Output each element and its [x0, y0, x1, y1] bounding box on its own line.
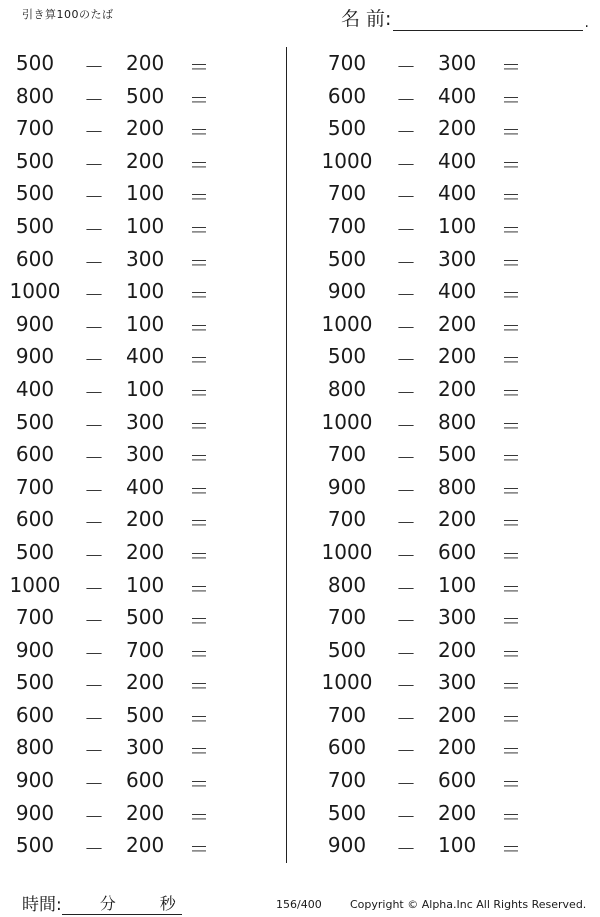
minuend: 700 — [327, 442, 367, 467]
problem-row — [0, 177, 280, 210]
minus-sign: － — [84, 543, 104, 568]
subtrahend: 200 — [126, 116, 165, 141]
problem-row — [0, 829, 280, 862]
subtrahend: 200 — [126, 539, 165, 564]
minuend: 600 — [15, 702, 55, 727]
minuend: 500 — [327, 800, 367, 825]
problem-row — [312, 145, 592, 178]
equals-sign: ＝ — [501, 511, 521, 536]
minuend: 500 — [15, 51, 55, 75]
equals-sign: ＝ — [501, 185, 521, 210]
equals-sign: ＝ — [189, 478, 209, 503]
equals-sign: ＝ — [501, 55, 521, 79]
equals-sign: ＝ — [189, 283, 209, 308]
minuend: 600 — [15, 442, 55, 467]
subtrahend: 400 — [126, 474, 165, 499]
minus-sign: － — [396, 478, 416, 503]
minutes-unit: 分 — [94, 891, 122, 915]
minus-sign: － — [396, 543, 416, 568]
minus-sign: － — [84, 674, 104, 699]
equals-sign: ＝ — [501, 706, 521, 731]
subtrahend: 800 — [438, 474, 477, 499]
equals-sign: ＝ — [501, 478, 521, 503]
minus-sign: － — [396, 283, 416, 308]
minus-sign: － — [396, 413, 416, 438]
minuend: 900 — [327, 833, 367, 858]
minus-sign: － — [396, 55, 416, 79]
minuend: 800 — [327, 572, 367, 597]
subtrahend: 300 — [126, 409, 165, 434]
subtrahend: 200 — [126, 670, 165, 695]
problem-row — [0, 438, 280, 471]
minuend: 900 — [15, 311, 55, 336]
equals-sign: ＝ — [501, 217, 521, 242]
minus-sign: － — [84, 837, 104, 862]
minuend: 700 — [15, 474, 55, 499]
left-problem-column — [0, 47, 280, 862]
minus-sign: － — [396, 87, 416, 112]
problem-row — [312, 340, 592, 373]
minus-sign: － — [396, 772, 416, 797]
equals-sign: ＝ — [501, 348, 521, 373]
subtrahend: 500 — [126, 83, 165, 108]
minus-sign: － — [396, 250, 416, 275]
minus-sign: － — [396, 804, 416, 829]
minuend: 500 — [327, 344, 367, 369]
equals-sign: ＝ — [501, 446, 521, 471]
problem-row — [0, 731, 280, 764]
subtrahend: 400 — [438, 279, 477, 304]
equals-sign: ＝ — [189, 380, 209, 405]
problem-row — [312, 764, 592, 797]
minuend: 1000 — [321, 409, 373, 434]
minus-sign: － — [84, 446, 104, 471]
problem-row — [0, 764, 280, 797]
minuend: 700 — [327, 768, 367, 793]
equals-sign: ＝ — [501, 250, 521, 275]
problem-row — [312, 47, 592, 80]
subtrahend: 200 — [438, 800, 477, 825]
right-problem-column — [312, 47, 592, 862]
minus-sign: － — [84, 87, 104, 112]
minus-sign: － — [84, 772, 104, 797]
time-record — [22, 890, 182, 915]
minuend: 500 — [15, 539, 55, 564]
problem-row — [312, 471, 592, 504]
minuend: 1000 — [321, 148, 373, 173]
problem-row — [312, 406, 592, 439]
problem-row — [312, 601, 592, 634]
subtrahend: 300 — [438, 605, 477, 630]
problem-row — [0, 503, 280, 536]
minuend: 800 — [15, 735, 55, 760]
problem-row — [312, 536, 592, 569]
minuend: 400 — [15, 376, 55, 401]
equals-sign: ＝ — [189, 543, 209, 568]
column-divider — [286, 47, 287, 863]
minuend: 700 — [327, 605, 367, 630]
subtrahend: 100 — [126, 572, 165, 597]
subtrahend: 400 — [126, 344, 165, 369]
name-blank-line[interactable] — [393, 10, 583, 31]
problem-row — [0, 210, 280, 243]
minuend: 900 — [15, 800, 55, 825]
problem-row — [312, 177, 592, 210]
minus-sign: － — [396, 152, 416, 177]
minus-sign: － — [396, 348, 416, 373]
minuend: 600 — [327, 735, 367, 760]
subtrahend: 200 — [438, 311, 477, 336]
minus-sign: － — [84, 511, 104, 536]
minus-sign: － — [84, 576, 104, 601]
subtrahend: 100 — [126, 213, 165, 238]
minus-sign: － — [84, 120, 104, 145]
equals-sign: ＝ — [501, 413, 521, 438]
problem-row — [312, 634, 592, 667]
equals-sign: ＝ — [189, 706, 209, 731]
subtrahend: 300 — [126, 442, 165, 467]
equals-sign: ＝ — [189, 185, 209, 210]
equals-sign: ＝ — [189, 837, 209, 862]
minus-sign: － — [396, 120, 416, 145]
problem-row — [312, 797, 592, 830]
minus-sign: － — [396, 217, 416, 242]
subtrahend: 200 — [438, 637, 477, 662]
subtrahend: 100 — [126, 181, 165, 206]
minus-sign: － — [84, 55, 104, 79]
problem-row — [312, 80, 592, 113]
minus-sign: － — [84, 250, 104, 275]
subtrahend: 100 — [126, 279, 165, 304]
subtrahend: 500 — [126, 702, 165, 727]
minuend: 1000 — [321, 670, 373, 695]
subtrahend: 200 — [438, 507, 477, 532]
problem-row — [0, 666, 280, 699]
equals-sign: ＝ — [501, 120, 521, 145]
problem-row — [0, 340, 280, 373]
minuend: 700 — [15, 605, 55, 630]
equals-sign: ＝ — [189, 120, 209, 145]
equals-sign: ＝ — [189, 87, 209, 112]
equals-sign: ＝ — [189, 250, 209, 275]
problem-row — [0, 797, 280, 830]
problem-row — [0, 243, 280, 276]
problem-row — [0, 471, 280, 504]
subtrahend: 100 — [438, 833, 477, 858]
subtrahend: 200 — [126, 833, 165, 858]
subtrahend: 100 — [126, 311, 165, 336]
name-label: 名 前: — [341, 8, 392, 30]
minuend: 600 — [15, 246, 55, 271]
minus-sign: － — [84, 217, 104, 242]
problem-row — [0, 308, 280, 341]
problem-row — [0, 275, 280, 308]
equals-sign: ＝ — [189, 739, 209, 764]
equals-sign: ＝ — [189, 315, 209, 340]
equals-sign: ＝ — [501, 283, 521, 308]
minus-sign: － — [396, 674, 416, 699]
problem-row — [0, 601, 280, 634]
minus-sign: － — [84, 641, 104, 666]
minus-sign: － — [396, 706, 416, 731]
equals-sign: ＝ — [189, 674, 209, 699]
minuend: 900 — [327, 279, 367, 304]
equals-sign: ＝ — [189, 804, 209, 829]
minus-sign: － — [84, 609, 104, 634]
minus-sign: － — [84, 739, 104, 764]
equals-sign: ＝ — [501, 543, 521, 568]
minuend: 500 — [327, 637, 367, 662]
equals-sign: ＝ — [501, 772, 521, 797]
minus-sign: － — [84, 283, 104, 308]
subtrahend: 100 — [126, 376, 165, 401]
problem-row — [0, 634, 280, 667]
minus-sign: － — [84, 478, 104, 503]
subtrahend: 200 — [438, 376, 477, 401]
equals-sign: ＝ — [189, 511, 209, 536]
subtrahend: 500 — [438, 442, 477, 467]
minus-sign: － — [84, 315, 104, 340]
problem-row — [0, 536, 280, 569]
subtrahend: 600 — [126, 768, 165, 793]
problem-row — [312, 731, 592, 764]
problem-row — [312, 666, 592, 699]
minus-sign: － — [84, 348, 104, 373]
subtrahend: 100 — [438, 572, 477, 597]
problem-row — [312, 829, 592, 862]
equals-sign: ＝ — [189, 348, 209, 373]
worksheet-title: 引き算100のたば — [22, 8, 114, 21]
minuend: 800 — [15, 83, 55, 108]
minus-sign: － — [396, 315, 416, 340]
equals-sign: ＝ — [501, 609, 521, 634]
minuend: 700 — [327, 181, 367, 206]
problem-row — [312, 699, 592, 732]
minuend: 700 — [327, 507, 367, 532]
subtrahend: 400 — [438, 83, 477, 108]
subtrahend: 200 — [438, 735, 477, 760]
equals-sign: ＝ — [501, 674, 521, 699]
equals-sign: ＝ — [189, 641, 209, 666]
subtrahend: 300 — [438, 51, 477, 75]
problem-row — [0, 699, 280, 732]
minuend: 1000 — [321, 539, 373, 564]
equals-sign: ＝ — [501, 837, 521, 862]
subtrahend: 600 — [438, 768, 477, 793]
equals-sign: ＝ — [501, 641, 521, 666]
problem-row — [312, 308, 592, 341]
subtrahend: 300 — [126, 246, 165, 271]
minus-sign: － — [84, 185, 104, 210]
minus-sign: － — [84, 804, 104, 829]
minuend: 900 — [15, 637, 55, 662]
subtrahend: 200 — [126, 507, 165, 532]
minus-sign: － — [396, 380, 416, 405]
subtrahend: 200 — [126, 800, 165, 825]
minutes-blank[interactable] — [62, 894, 94, 915]
problem-row — [0, 569, 280, 602]
minus-sign: － — [84, 380, 104, 405]
minus-sign: － — [84, 152, 104, 177]
subtrahend: 200 — [126, 51, 165, 75]
subtrahend: 200 — [438, 116, 477, 141]
minuend: 1000 — [321, 311, 373, 336]
minus-sign: － — [396, 511, 416, 536]
seconds-unit: 秒 — [154, 891, 182, 915]
minuend: 900 — [15, 768, 55, 793]
minuend: 500 — [327, 246, 367, 271]
problem-row — [312, 373, 592, 406]
minuend: 700 — [327, 213, 367, 238]
subtrahend: 400 — [438, 148, 477, 173]
copyright: Copyright © Alpha.Inc All Rights Reserved. — [350, 898, 587, 911]
minuend: 500 — [15, 148, 55, 173]
equals-sign: ＝ — [189, 772, 209, 797]
minus-sign: － — [396, 185, 416, 210]
minuend: 700 — [327, 702, 367, 727]
subtrahend: 400 — [438, 181, 477, 206]
time-label: 時間: — [22, 895, 62, 915]
subtrahend: 500 — [126, 605, 165, 630]
problem-row — [312, 569, 592, 602]
minuend: 700 — [327, 51, 367, 75]
minuend: 900 — [15, 344, 55, 369]
equals-sign: ＝ — [189, 413, 209, 438]
subtrahend: 700 — [126, 637, 165, 662]
problem-row — [0, 80, 280, 113]
minuend: 500 — [15, 833, 55, 858]
minus-sign: － — [396, 837, 416, 862]
minuend: 500 — [15, 213, 55, 238]
minuend: 500 — [327, 116, 367, 141]
minuend: 500 — [15, 181, 55, 206]
minus-sign: － — [396, 609, 416, 634]
minuend: 700 — [15, 116, 55, 141]
minuend: 1000 — [9, 279, 61, 304]
name-dot: . — [584, 15, 589, 31]
equals-sign: ＝ — [501, 87, 521, 112]
problem-row — [0, 145, 280, 178]
minuend: 1000 — [9, 572, 61, 597]
problem-row — [312, 210, 592, 243]
equals-sign: ＝ — [501, 576, 521, 601]
equals-sign: ＝ — [501, 315, 521, 340]
equals-sign: ＝ — [189, 217, 209, 242]
problem-row — [0, 406, 280, 439]
name-field — [341, 4, 589, 31]
page-number: 156/400 — [276, 898, 322, 911]
minuend: 500 — [15, 409, 55, 434]
minus-sign: － — [396, 641, 416, 666]
equals-sign: ＝ — [501, 804, 521, 829]
minuend: 800 — [327, 376, 367, 401]
problem-row — [312, 112, 592, 145]
minus-sign: － — [84, 706, 104, 731]
minuend: 900 — [327, 474, 367, 499]
equals-sign: ＝ — [501, 739, 521, 764]
problem-row — [312, 438, 592, 471]
minus-sign: － — [396, 446, 416, 471]
subtrahend: 200 — [438, 702, 477, 727]
minuend: 500 — [15, 670, 55, 695]
equals-sign: ＝ — [189, 576, 209, 601]
equals-sign: ＝ — [189, 152, 209, 177]
subtrahend: 600 — [438, 539, 477, 564]
problem-row — [312, 275, 592, 308]
subtrahend: 300 — [126, 735, 165, 760]
minuend: 600 — [327, 83, 367, 108]
problem-row — [0, 112, 280, 145]
problem-row — [0, 47, 280, 80]
subtrahend: 800 — [438, 409, 477, 434]
seconds-blank[interactable] — [122, 894, 154, 915]
subtrahend: 100 — [438, 213, 477, 238]
subtrahend: 200 — [126, 148, 165, 173]
problem-row — [0, 373, 280, 406]
subtrahend: 300 — [438, 246, 477, 271]
problem-row — [312, 503, 592, 536]
minuend: 600 — [15, 507, 55, 532]
equals-sign: ＝ — [189, 609, 209, 634]
equals-sign: ＝ — [501, 152, 521, 177]
subtrahend: 200 — [438, 344, 477, 369]
minus-sign: － — [396, 739, 416, 764]
problem-row — [312, 243, 592, 276]
equals-sign: ＝ — [501, 380, 521, 405]
subtrahend: 300 — [438, 670, 477, 695]
minus-sign: － — [84, 413, 104, 438]
equals-sign: ＝ — [189, 55, 209, 79]
minus-sign: － — [396, 576, 416, 601]
equals-sign: ＝ — [189, 446, 209, 471]
